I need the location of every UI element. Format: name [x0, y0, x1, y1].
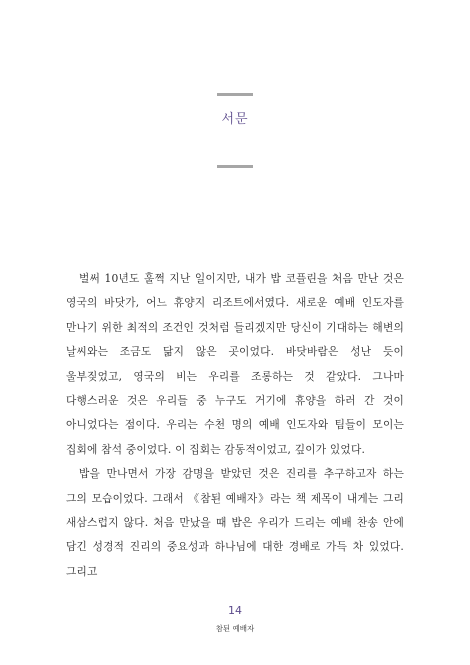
title-top-rule	[217, 93, 253, 96]
page-number: 14	[228, 604, 242, 617]
body-paragraph: 벌써 10년도 훌쩍 지난 일이지만, 내가 밥 코플린을 처음 만난 것은 영국의 바닷가, 어느 휴양지 리조트에서였다. 새로운 예배 인도자를 만나기 위한 최적의 조건인 것처럼 들리겠지만 당신이 기대하는 해변의 날씨와는 조금도 닮지 않은 곳이었다. 바닷바람은 성난 듯이 울부짖었고, 영국의 비는 우리를 조롱하는 것 같았다. 그나마 다행스러운 것은 우리들 중 누구도 거기에 휴양을 하러 간 것이 아니었다는 점이다. 우리는 수천 명의 예배 인도자와 팀들이 모이는 집회에 참석 중이었다. 이 집회는 감동적이었고, 깊이가 있었다.	[66, 272, 404, 456]
title-bottom-rule	[217, 165, 253, 168]
chapter-title: 서문	[221, 112, 249, 127]
body-paragraph: 밥을 만나면서 가장 감명을 받았던 것은 진리를 추구하고자 하는 그의 모습이었다. 그래서 《참된 예배자》라는 책 제목이 내게는 그리 새삼스럽지 않다. 처음 만났을 때 밥은 우리가 드리는 예배 찬송 안에 담긴 성경적 진리의 중요성과 하나님에 대한 경배로 가득 차 있었다. 그리고	[66, 467, 404, 578]
body-text	[66, 267, 404, 584]
running-footer-book-title: 참된 예배자	[215, 624, 255, 633]
